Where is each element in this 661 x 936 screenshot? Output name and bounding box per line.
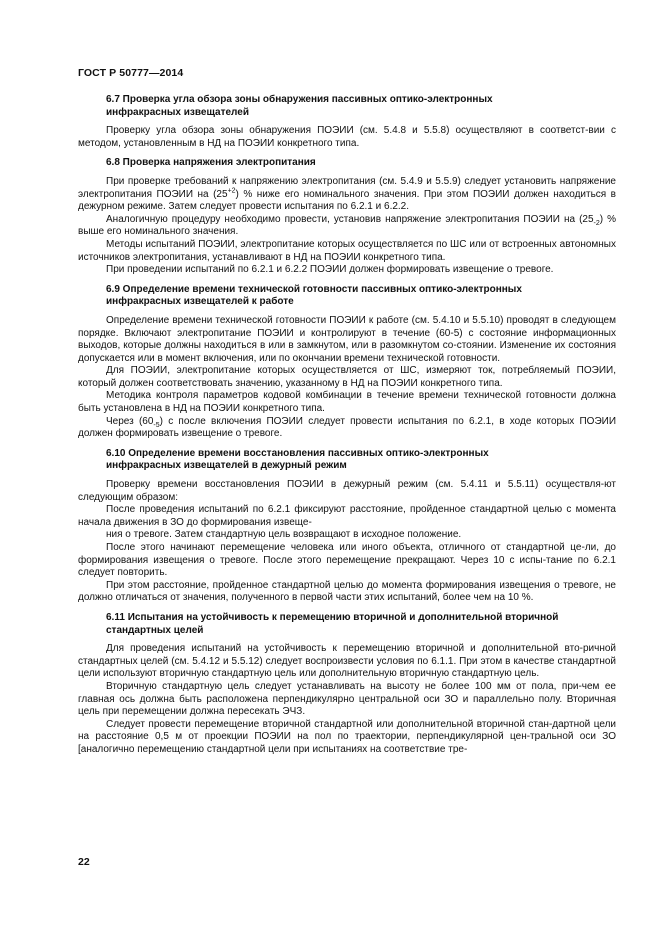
section-6-7 — [78, 94, 616, 150]
document-body — [78, 94, 616, 764]
paragraph: Через $(60_{-5})$ с после включения ПОЭИИ следует провести испытания по 6.2.1, в ходе которых ПОЭИИ должен формировать извещение о тревоге. — [78, 415, 617, 440]
paragraph: Вторичную стандартную цель следует устанавливать на высоту не более 100 мм от пола, при-чем ее главная ось должна быть расположена перпендикулярно центральной оси ЗО и параллельно полу. Вторичная цель при перемещении должна пересекать ЭЧЗ. — [78, 680, 616, 718]
section-title-6-11: 6.11 Испытания на устойчивость к перемещению вторичной и дополнительной вторичной стандартных целей — [106, 611, 559, 636]
section-title-6-9: 6.9 Определение времени технической готовности пассивных оптико-электронных инфракрасных извещателей к работе — [106, 283, 522, 308]
section-title-6-10: 6.10 Определение времени восстановления пассивных оптико-электронных инфракрасных извещателей в дежурный режим — [106, 447, 489, 472]
paragraph: После этого начинают перемещение человека или иного объекта, отличного от стандартной це-ли, до формирования извещения о тревоге. После этого перемещение прекращают. Через 10 с испы-тание по 6.2.1 следует повторить. — [78, 542, 616, 579]
paragraph: Методы испытаний ПОЭИИ, электропитание которых осуществляется по ШС или от встроенных автономных источников электропитания, устанавливают в НД на ПОЭИИ конкретного типа. — [78, 238, 616, 263]
section-6-11 — [78, 612, 616, 757]
paragraph: Аналогичную процедуру необходимо провести, установив напряжение электропитания ПОЭИИ на $(25_{-2})$ % выше его номинального значения. — [78, 213, 617, 238]
paragraph: ния о тревоге. Затем стандартную цель возвращают в исходное положение. — [106, 529, 462, 541]
paragraph: При проведении испытаний по 6.2.1 и 6.2.2 ПОЭИИ должен формировать извещение о тревоге. — [106, 264, 554, 276]
page-number: 22 — [78, 856, 90, 868]
paragraph: При этом расстояние, пройденное стандартной целью до момента формирования извещения о тревоге, не должно отличаться от значения, полученного в первой части этих испытаний, более чем на 10 %. — [78, 579, 616, 604]
paragraph: Следует провести перемещение вторичной стандартной или дополнительной вторичной стан-дартной цели на расстояние 0,5 м от проекции ПОЭИИ на пол по траектории, перпендикулярной цен-тральной оси ЗО [аналогично перемещению стандартной цели при испытаниях на соответствие тре- — [78, 718, 616, 755]
paragraph: Для ПОЭИИ, электропитание которых осуществляется от ШС, измеряют ток, потребляемый ПОЭИИ, который должен соответствовать значению, указанному в НД на ПОЭИИ конкретного типа. — [78, 365, 616, 389]
section-title-6-7: 6.7 Проверка угла обзора зоны обнаружения пассивных оптико-электронных инфракрасных извещателей — [106, 94, 493, 118]
section-6-10 — [78, 448, 616, 605]
paragraph: Для проведения испытаний на устойчивость к перемещению вторичной и дополнительной вто-ричной стандартных целей (см. 5.4.12 и 5.5.12) следует воспроизвести условия по 6.1.1. При этом в качестве стандартной цели используют вторичную стандартную цель или дополнительную вторичную стандартную цель. — [78, 643, 616, 680]
paragraph: После проведения испытаний по 6.2.1 фиксируют расстояние, пройденное стандартной целью с момента начала движения в ЗО до формирования извеще- — [78, 504, 616, 528]
paragraph: Методика контроля параметров кодовой комбинации в течение времени технической готовности должна быть установлена в НД на ПОЭИИ конкретного типа. — [78, 390, 616, 415]
paragraph: Проверку угла обзора зоны обнаружения ПОЭИИ (см. 5.4.8 и 5.5.8) осуществляют в соответст-вии с методом, установленным в НД на ПОЭИИ конкретного типа. — [78, 125, 616, 149]
standard-header: ГОСТ Р 50777—2014 — [78, 67, 184, 79]
section-6-9 — [78, 284, 616, 441]
paragraph: При проверке требований к напряжению электропитания (см. 5.4.9 и 5.5.9) следует установить напряжение электропитания ПОЭИИ на $(25^{+2})$ % ниже его номинального значения. При этом ПОЭИИ должен находиться в дежурном режиме. Затем следует провести испытания по 6.2.1 и 6.2.2. — [78, 175, 616, 213]
paragraph: Определение времени технической готовности ПОЭИИ к работе (см. 5.4.10 и 5.5.10) проводят в следующем порядке. Включают электропитание ПОЭИИ и контролируют в течение (60-5) с состояние информационных выходов, которые должны находиться в или в замкнутом, или в разомкнутом со-стоянии. Изменение их состояния допускается или в момент включения, или по окончании времени технической готовности. — [78, 314, 616, 364]
paragraph: Проверку времени восстановления ПОЭИИ в дежурный режим (см. 5.4.11 и 5.5.11) осуществля-ют следующим образом: — [78, 479, 616, 503]
section-6-8 — [78, 157, 616, 276]
section-title-6-8: 6.8 Проверка напряжения электропитания — [106, 157, 316, 169]
